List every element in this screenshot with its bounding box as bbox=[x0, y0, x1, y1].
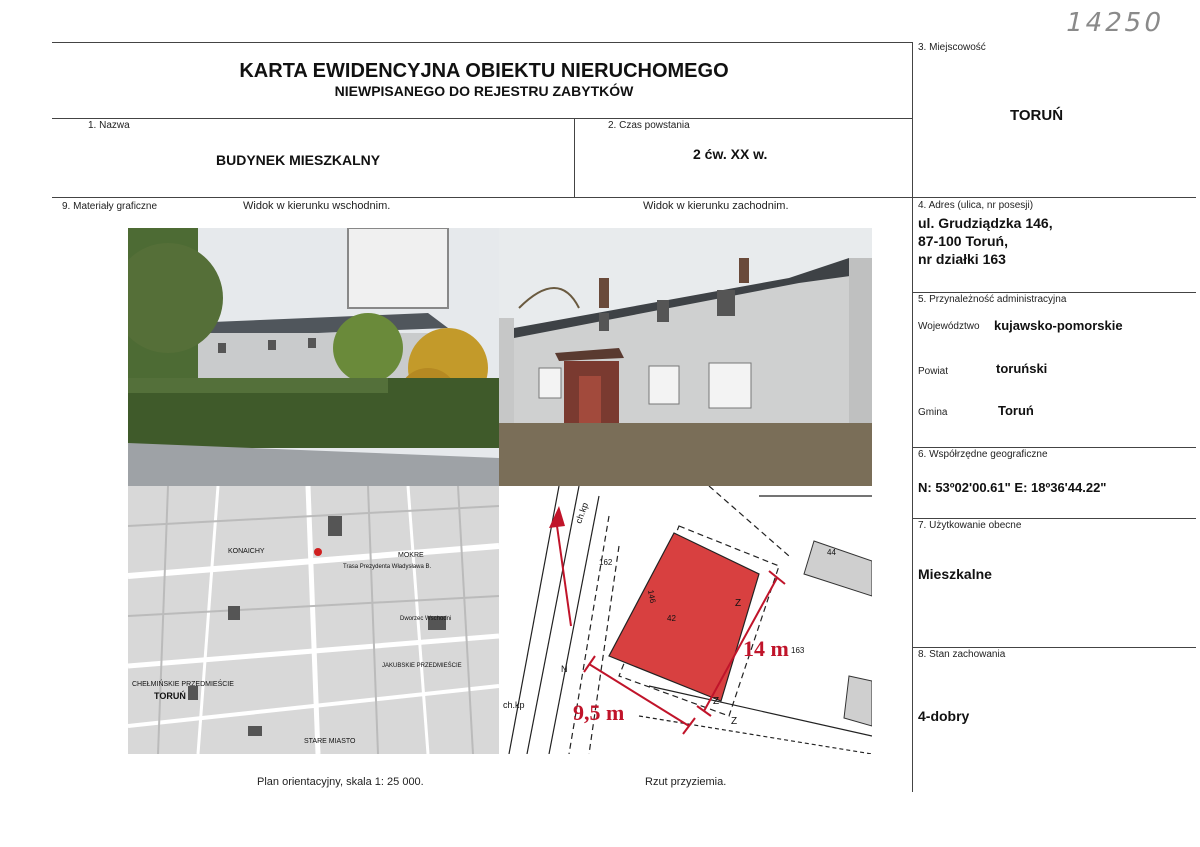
adres-line1: ul. Grudziądzka 146, bbox=[918, 215, 1053, 231]
plan-parcel-146: 146 bbox=[646, 589, 658, 604]
czas-label: 2. Czas powstania bbox=[608, 120, 690, 131]
plan-label-chkp-top: ch.kp bbox=[573, 501, 591, 525]
photo-west-view bbox=[499, 228, 872, 486]
plan-label-z2: Z bbox=[731, 716, 738, 727]
powiat-value: toruński bbox=[996, 361, 1048, 376]
stan-value: 4-dobry bbox=[918, 708, 970, 724]
sep-6-7 bbox=[912, 518, 1196, 519]
plan-building-44: 44 bbox=[827, 548, 836, 557]
wojewodztwo-value: kujawsko-pomorskie bbox=[994, 318, 1123, 333]
plan-label-chkp-bottom: ch.kp bbox=[503, 700, 525, 710]
sep-4-5 bbox=[912, 292, 1196, 293]
title-bottom-border bbox=[52, 118, 912, 119]
north-arrow-icon bbox=[549, 506, 565, 528]
plan-label-z3: Z bbox=[713, 696, 720, 707]
photo-west-caption: Widok w kierunku zachodnim. bbox=[643, 200, 789, 212]
plan-label-n: N bbox=[561, 664, 568, 674]
right-column-divider bbox=[912, 42, 913, 792]
gmina-label: Gmina bbox=[918, 407, 948, 418]
orientation-map bbox=[128, 486, 499, 754]
building-footprint bbox=[609, 533, 759, 701]
nazwa-label: 1. Nazwa bbox=[88, 120, 130, 131]
plan-label-z1: Z bbox=[735, 598, 742, 609]
fields-bottom-border bbox=[52, 197, 1196, 198]
uzytkowanie-value: Mieszkalne bbox=[918, 566, 992, 582]
map-label-konaczy: KONAICHY bbox=[228, 548, 265, 555]
nazwa-value: BUDYNEK MIESZKALNY bbox=[216, 152, 381, 168]
sep-5-6 bbox=[912, 447, 1196, 448]
plan-parcel-163: 163 bbox=[791, 646, 805, 655]
wojewodztwo-label: Województwo bbox=[918, 321, 980, 332]
map-caption: Plan orientacyjny, skala 1: 25 000. bbox=[257, 776, 424, 788]
miejscowosc-value: TORUŃ bbox=[1010, 107, 1064, 124]
czas-value: 2 ćw. XX w. bbox=[693, 146, 768, 162]
map-label-mokre: MOKRE bbox=[398, 552, 424, 559]
card-subtitle: NIEWPISANEGO DO REJESTRU ZABYTKÓW bbox=[334, 83, 634, 99]
przynaleznosc-label: 5. Przynależność administracyjna bbox=[918, 294, 1067, 305]
plan-caption: Rzut przyziemia. bbox=[645, 776, 727, 788]
miejscowosc-label: 3. Miejscowość bbox=[918, 42, 986, 53]
stan-label: 8. Stan zachowania bbox=[918, 649, 1006, 660]
uzytkowanie-label: 7. Użytkowanie obecne bbox=[918, 520, 1022, 531]
powiat-label: Powiat bbox=[918, 366, 949, 377]
location-marker bbox=[314, 548, 322, 556]
dimension-label-14m: 14 m bbox=[743, 636, 789, 661]
photo-east-view bbox=[128, 228, 499, 486]
plan-parcel-162: 162 bbox=[599, 558, 613, 567]
handwritten-catalog-number: 14250 bbox=[1062, 8, 1167, 38]
wspolrzedne-value: N: 53º02'00.61" E: 18º36'44.22" bbox=[918, 480, 1107, 495]
card-title: KARTA EWIDENCYJNA OBIEKTU NIERUCHOMEGO bbox=[239, 60, 729, 82]
map-label-trasa: Trasa Prezydenta Władysława B. bbox=[343, 564, 432, 570]
map-label-torun: TORUŃ bbox=[154, 691, 186, 701]
map-label-dworzec: Dworzec Wschodni bbox=[400, 616, 452, 622]
sep-7-8 bbox=[912, 647, 1196, 648]
gmina-value: Toruń bbox=[998, 403, 1034, 418]
map-label-chelminskie: CHEŁMIŃSKIE PRZEDMIEŚCIE bbox=[132, 681, 234, 688]
map-label-stare-miasto: STARE MIASTO bbox=[304, 738, 356, 745]
adres-label: 4. Adres (ulica, nr posesji) bbox=[918, 200, 1034, 211]
map-label-jakubskie: JAKUBSKIE PRZEDMIEŚCIE bbox=[382, 663, 462, 669]
wspolrzedne-label: 6. Współrzędne geograficzne bbox=[918, 449, 1048, 460]
adres-line2: 87-100 Toruń, bbox=[918, 233, 1008, 249]
dimension-label-95m: 9,5 m bbox=[573, 700, 625, 725]
nazwa-czas-divider bbox=[574, 118, 575, 198]
top-border bbox=[52, 42, 912, 43]
materialy-label: 9. Materiały graficzne bbox=[62, 201, 158, 212]
ground-plan bbox=[499, 486, 872, 754]
adres-line3: nr działki 163 bbox=[918, 251, 1006, 267]
plan-building-42: 42 bbox=[667, 614, 676, 623]
photo-east-caption: Widok w kierunku wschodnim. bbox=[243, 200, 391, 212]
